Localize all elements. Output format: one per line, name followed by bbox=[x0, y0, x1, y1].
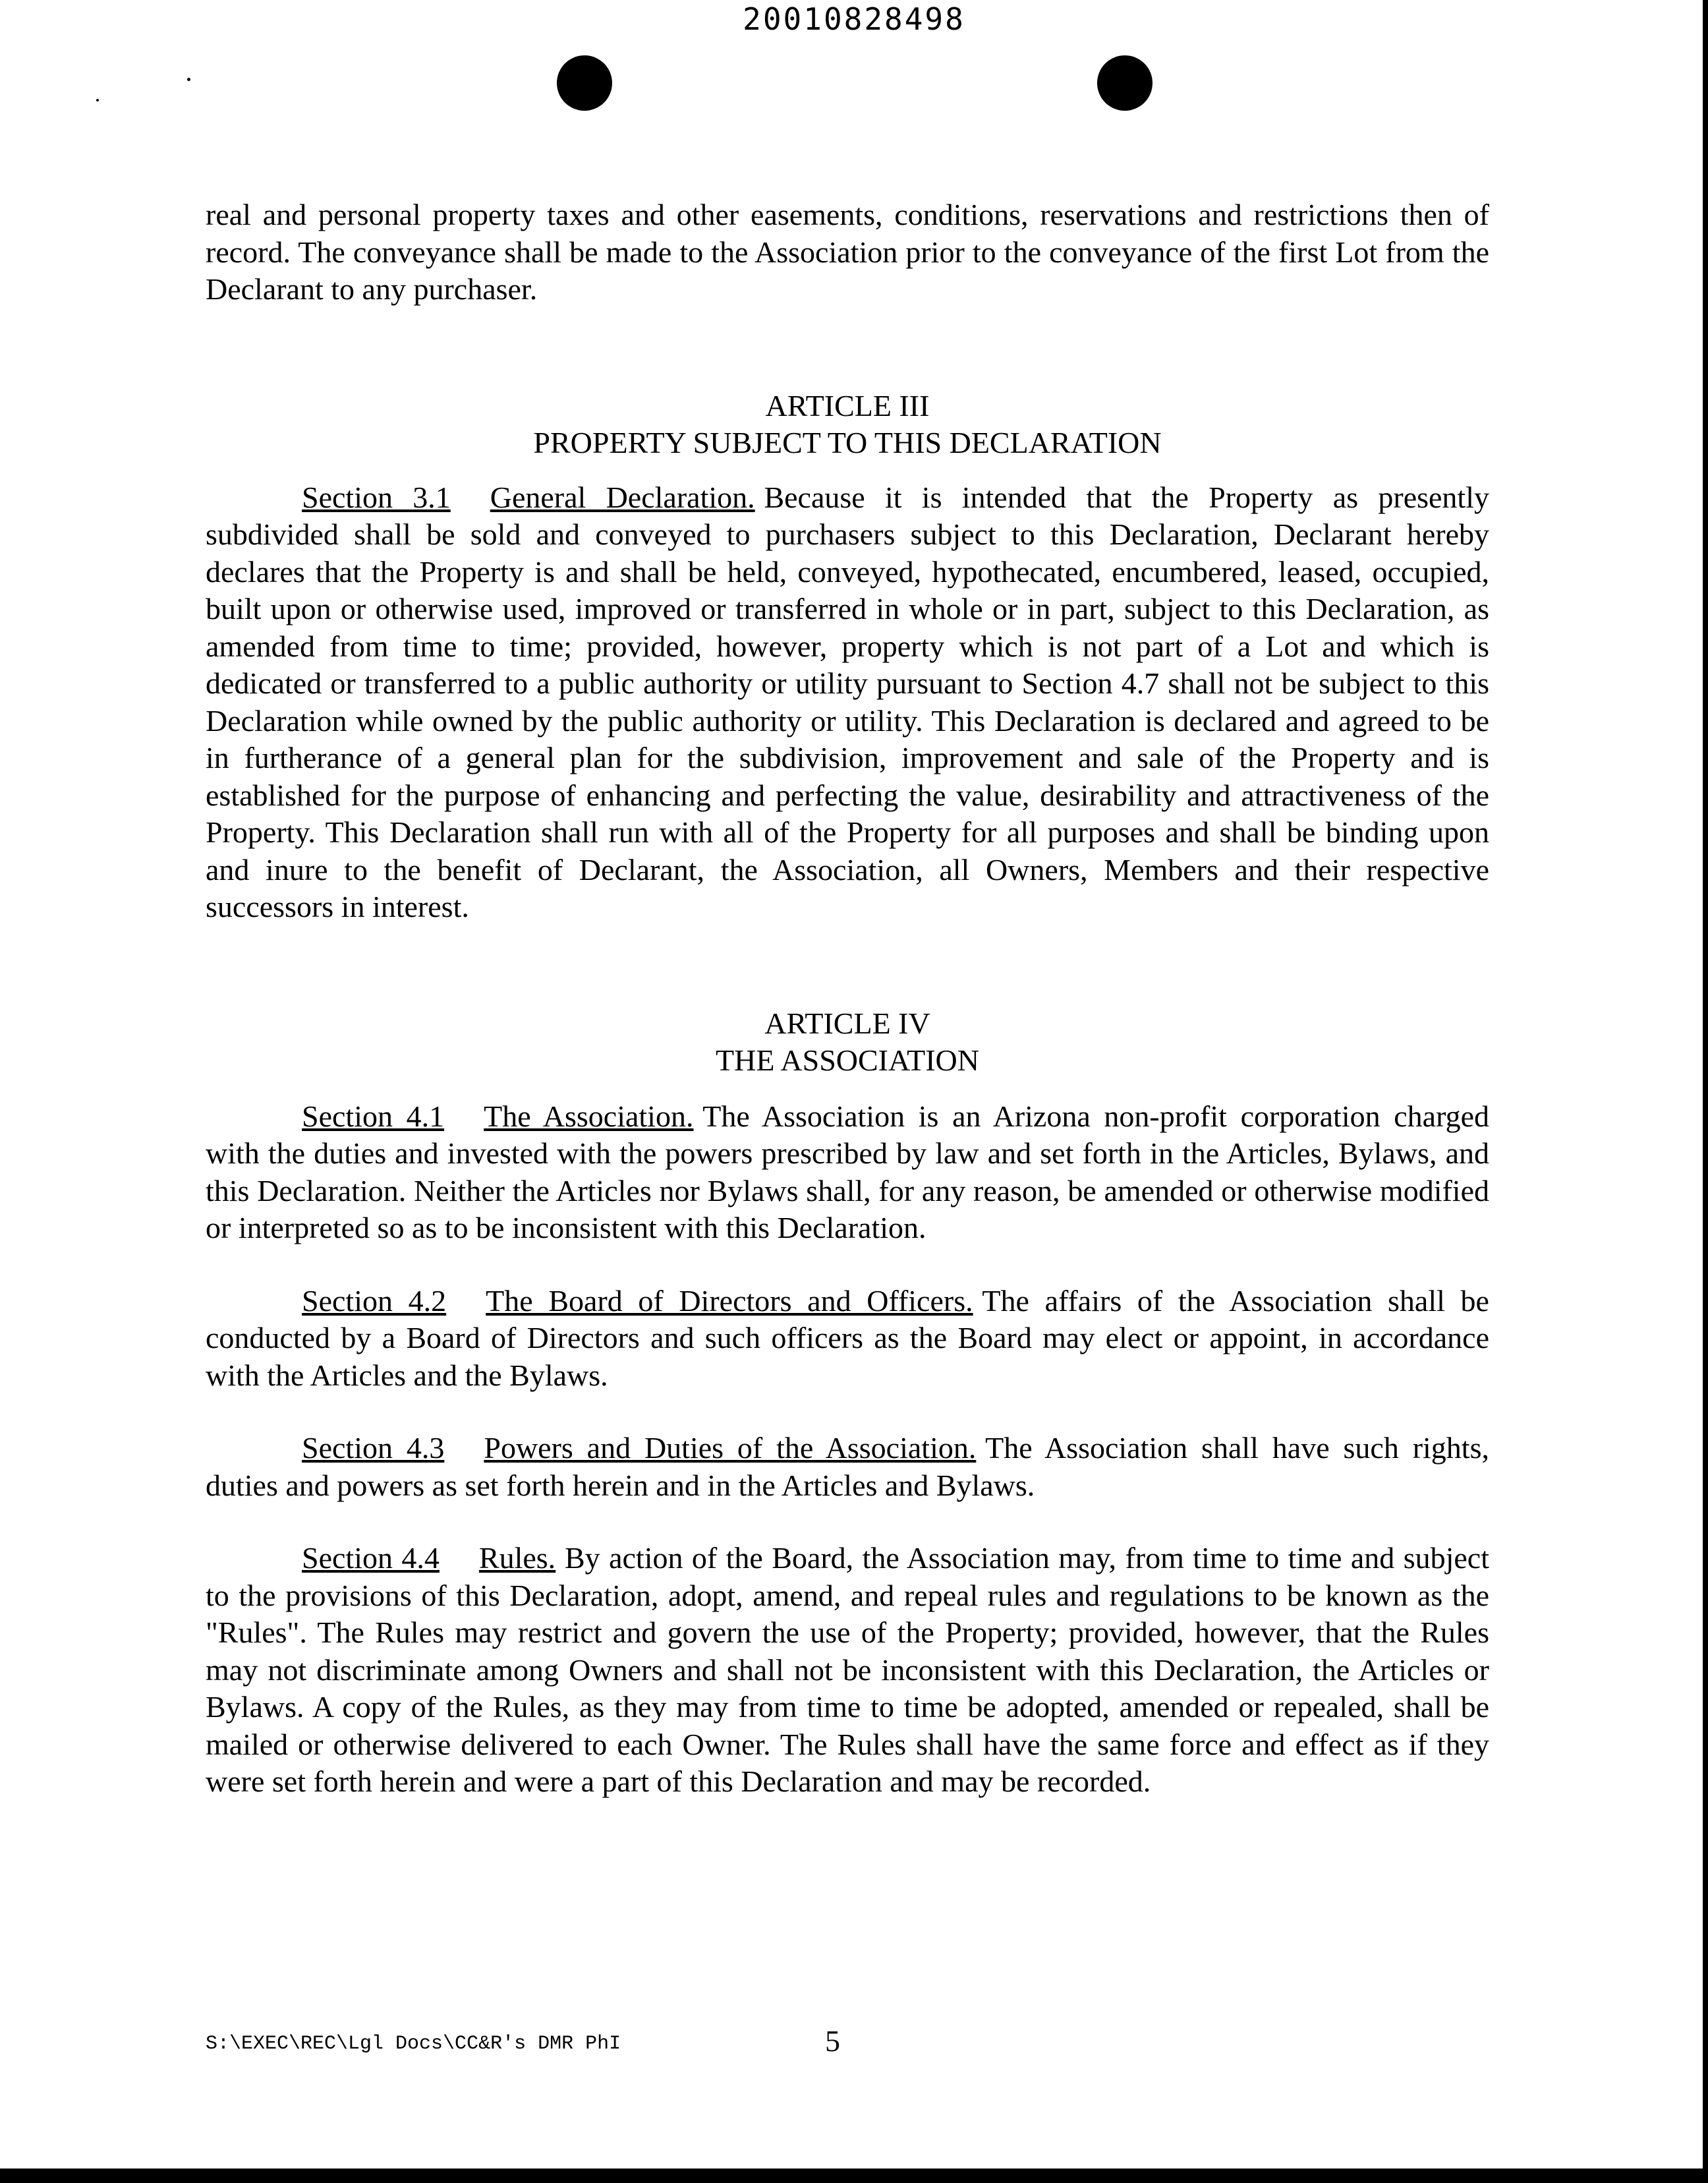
section-3-1 bbox=[206, 479, 1489, 926]
section-title: The Board of Directors and Officers. bbox=[486, 1283, 973, 1318]
section-body: The Association shall have such rights, duties and powers as set forth herein and in the Articles and Bylaws. bbox=[206, 1431, 1489, 1502]
article-4 bbox=[206, 1005, 1489, 1801]
intro-paragraph: real and personal property taxes and other easements, conditions, reservations and restrictions then of record. The conveyance shall be made to the Association prior to the conveyance of the first Lot from the Declarant to any purchaser. bbox=[206, 198, 1489, 306]
section-4-4 bbox=[206, 1540, 1489, 1801]
document-body bbox=[206, 196, 1489, 1801]
section-number: Section 3.1 bbox=[302, 480, 451, 514]
article-title: THE ASSOCIATION bbox=[716, 1043, 979, 1077]
scan-border-right bbox=[1703, 0, 1708, 2183]
section-number: Section 4.4 bbox=[302, 1541, 440, 1575]
section-title: The Association. bbox=[484, 1099, 694, 1133]
section-body: By action of the Board, the Association may, from time to time and subject to the provisions of this Declaration, adopt, amend, and repeal rules and regulations to be known as the "Rules". The Rules may restrict and govern the use of the Property; provided, however, that the Rules may not discriminate among Owners and shall not be inconsistent with this Declaration, the Articles or Bylaws. A copy of the Rules, as they may from time to time be adopted, amended or repealed, shall be mailed or otherwise delivered to each Owner. The Rules shall have the same force and effect as if they were set forth herein and were a part of this Declaration and may be recorded. bbox=[206, 1541, 1489, 1798]
section-4-1 bbox=[206, 1098, 1489, 1247]
section-4-3 bbox=[206, 1430, 1489, 1504]
article-heading: ARTICLE IV bbox=[764, 1006, 930, 1040]
scan-speck bbox=[96, 99, 99, 102]
section-number: Section 4.3 bbox=[302, 1431, 445, 1465]
footer-file-path: S:\EXEC\REC\Lgl Docs\CC&R's DMR PhI bbox=[206, 2033, 621, 2055]
recording-number: 20010828498 bbox=[743, 1, 965, 37]
scan-border-bottom bbox=[0, 2168, 1708, 2183]
punch-hole-left bbox=[557, 55, 612, 111]
section-body: The Association is an Arizona non-profit corporation charged with the duties and invested with the powers prescribed by law and set forth in the Articles, Bylaws, and this Declaration. Neither the Articles nor Bylaws shall, for any reason, be amended or otherwise modified or interpreted so as to be inconsistent with this Declaration. bbox=[206, 1099, 1489, 1244]
article-title: PROPERTY SUBJECT TO THIS DECLARATION bbox=[533, 426, 1162, 459]
section-4-2 bbox=[206, 1283, 1489, 1395]
section-number: Section 4.1 bbox=[302, 1099, 445, 1133]
article-3 bbox=[206, 388, 1489, 926]
section-title: Rules. bbox=[478, 1541, 556, 1575]
section-body: The affairs of the Association shall be conducted by a Board of Directors and such officers as the Board may elect or appoint, in accordance with the Articles and the Bylaws. bbox=[206, 1283, 1489, 1392]
section-title: Powers and Duties of the Association. bbox=[484, 1431, 977, 1465]
section-number: Section 4.2 bbox=[302, 1283, 447, 1318]
section-title: General Declaration. bbox=[490, 480, 755, 514]
punch-hole-right bbox=[1097, 55, 1153, 111]
scan-speck bbox=[187, 78, 190, 81]
article-heading: ARTICLE III bbox=[765, 388, 930, 422]
page-number: 5 bbox=[825, 2024, 840, 2058]
section-body: Because it is intended that the Property as presently subdivided shall be sold and conveyed to purchasers subject to this Declaration, Declarant hereby declares that the Property is and shall be held, conveyed, hypothecated, encumbered, leased, occupied, built upon or otherwise used, improved or transferred in whole or in part, subject to this Declaration, as amended from time to time; provided, however, property which is not part of a Lot and which is dedicated or transferred to a public authority or utility pursuant to Section 4.7 shall not be subject to this Declaration while owned by the public authority or utility. This Declaration is declared and agreed to be in furtherance of a general plan for the subdivision, improvement and sale of the Property and is established for the purpose of enhancing and perfecting the value, desirability and attractiveness of the Property. This Declaration shall run with all of the Property for all purposes and shall be binding upon and inure to the benefit of Declarant, the Association, all Owners, Members and their respective successors in interest. bbox=[206, 480, 1489, 923]
